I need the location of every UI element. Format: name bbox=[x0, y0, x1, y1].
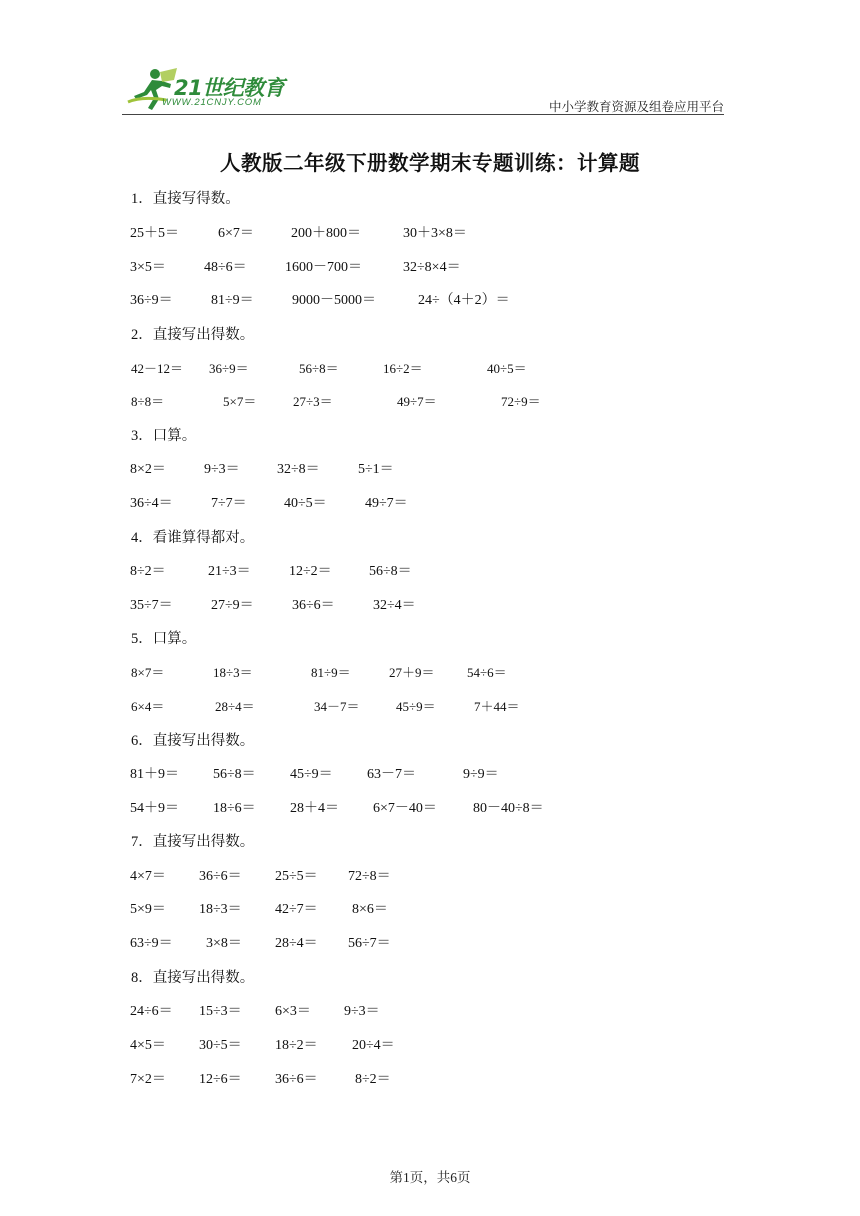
problem: 5÷1＝ bbox=[358, 462, 394, 477]
problem: 20÷4＝ bbox=[352, 1038, 395, 1053]
problem: 36÷9＝ bbox=[209, 361, 249, 376]
problem: 9000－5000＝ bbox=[292, 293, 376, 308]
problem: 21÷3＝ bbox=[208, 564, 251, 579]
problem-row bbox=[0, 560, 860, 580]
question-label: 6．直接写出得数。 bbox=[131, 733, 255, 749]
problem: 45÷9＝ bbox=[396, 699, 436, 714]
problem: 6×7＝ bbox=[218, 226, 254, 241]
problem: 56÷8＝ bbox=[213, 767, 256, 782]
problem: 36÷4＝ bbox=[130, 496, 173, 511]
problem: 27＋9＝ bbox=[389, 665, 435, 680]
problem-row bbox=[0, 898, 860, 918]
problem: 81＋9＝ bbox=[130, 767, 179, 782]
problem: 81÷9＝ bbox=[211, 293, 254, 308]
problem: 4×5＝ bbox=[130, 1038, 166, 1053]
problem: 12÷2＝ bbox=[289, 564, 332, 579]
problem-row bbox=[0, 458, 860, 478]
problem: 54＋9＝ bbox=[130, 801, 179, 816]
question-label: 5．口算。 bbox=[131, 631, 197, 647]
problem-row bbox=[0, 222, 860, 242]
problem: 35÷7＝ bbox=[130, 598, 173, 613]
problem: 7＋44＝ bbox=[474, 699, 520, 714]
question-label: 2．直接写出得数。 bbox=[131, 327, 255, 343]
problem: 32÷4＝ bbox=[373, 598, 416, 613]
problem: 30＋3×8＝ bbox=[403, 226, 467, 241]
problem: 25÷5＝ bbox=[275, 869, 318, 884]
problem-row bbox=[0, 358, 860, 378]
problem: 56÷8＝ bbox=[369, 564, 412, 579]
question-label: 3．口算。 bbox=[131, 428, 197, 444]
problem-row bbox=[0, 763, 860, 783]
problem: 8×6＝ bbox=[352, 902, 388, 917]
problem: 7÷7＝ bbox=[211, 496, 247, 511]
problem: 18÷3＝ bbox=[213, 665, 253, 680]
problem: 32÷8×4＝ bbox=[403, 260, 461, 275]
problem: 28÷4＝ bbox=[275, 936, 318, 951]
problem-row bbox=[0, 662, 860, 682]
problem: 28＋4＝ bbox=[290, 801, 339, 816]
logo-text: 21世纪教育 bbox=[174, 76, 285, 100]
problem: 45÷9＝ bbox=[290, 767, 333, 782]
problem-row bbox=[0, 594, 860, 614]
problem-row bbox=[0, 696, 860, 716]
problem: 36÷6＝ bbox=[199, 869, 242, 884]
problem: 80－40÷8＝ bbox=[473, 801, 544, 816]
problem: 5×7＝ bbox=[223, 394, 257, 409]
problem-row bbox=[0, 1034, 860, 1054]
problem: 72÷8＝ bbox=[348, 869, 391, 884]
problem: 4×7＝ bbox=[130, 869, 166, 884]
problem-row bbox=[0, 1000, 860, 1020]
problem: 6×4＝ bbox=[131, 699, 165, 714]
problem: 18÷2＝ bbox=[275, 1038, 318, 1053]
problem-row bbox=[0, 289, 860, 309]
problem: 8÷2＝ bbox=[355, 1072, 391, 1087]
problem: 56÷8＝ bbox=[299, 361, 339, 376]
problem: 5×9＝ bbox=[130, 902, 166, 917]
problem: 15÷3＝ bbox=[199, 1004, 242, 1019]
problem: 63－7＝ bbox=[367, 767, 416, 782]
problem-row bbox=[0, 391, 860, 411]
page-number: 第1页，共6页 bbox=[389, 1170, 471, 1185]
problem-row bbox=[0, 797, 860, 817]
problem: 36÷9＝ bbox=[130, 293, 173, 308]
problem: 18÷6＝ bbox=[213, 801, 256, 816]
problem: 49÷7＝ bbox=[397, 394, 437, 409]
problem: 32÷8＝ bbox=[277, 462, 320, 477]
question-label: 4．看谁算得都对。 bbox=[131, 530, 255, 546]
problem: 6×3＝ bbox=[275, 1004, 311, 1019]
problem: 27÷9＝ bbox=[211, 598, 254, 613]
problem-row bbox=[0, 865, 860, 885]
logo bbox=[122, 66, 292, 112]
problem: 36÷6＝ bbox=[275, 1072, 318, 1087]
header-divider bbox=[122, 114, 724, 115]
problem: 9÷9＝ bbox=[463, 767, 499, 782]
problem: 8×2＝ bbox=[130, 462, 166, 477]
problem: 18÷3＝ bbox=[199, 902, 242, 917]
problem: 16÷2＝ bbox=[383, 361, 423, 376]
problem-row bbox=[0, 932, 860, 952]
problem: 3×5＝ bbox=[130, 260, 166, 275]
problem: 42－12＝ bbox=[131, 361, 184, 376]
problem: 40÷5＝ bbox=[284, 496, 327, 511]
problem: 27÷3＝ bbox=[293, 394, 333, 409]
problem: 200＋800＝ bbox=[291, 226, 361, 241]
problem: 42÷7＝ bbox=[275, 902, 318, 917]
problem-row bbox=[0, 256, 860, 276]
problem: 3×8＝ bbox=[206, 936, 242, 951]
problem: 12÷6＝ bbox=[199, 1072, 242, 1087]
page-title: 人教版二年级下册数学期末专题训练：计算题 bbox=[220, 153, 640, 175]
problem: 81÷9＝ bbox=[311, 665, 351, 680]
problem: 7×2＝ bbox=[130, 1072, 166, 1087]
problem: 6×7－40＝ bbox=[373, 801, 437, 816]
problem: 8×7＝ bbox=[131, 665, 165, 680]
problem: 63÷9＝ bbox=[130, 936, 173, 951]
problem: 54÷6＝ bbox=[467, 665, 507, 680]
problem: 8÷2＝ bbox=[130, 564, 166, 579]
problem: 8÷8＝ bbox=[131, 394, 165, 409]
problem: 24÷（4＋2）＝ bbox=[418, 293, 510, 308]
problem: 72÷9＝ bbox=[501, 394, 541, 409]
problem: 24÷6＝ bbox=[130, 1004, 173, 1019]
question-label: 8．直接写出得数。 bbox=[131, 970, 255, 986]
header-tagline: 中小学教育资源及组卷应用平台 bbox=[548, 100, 724, 114]
problem: 30÷5＝ bbox=[199, 1038, 242, 1053]
problem: 36÷6＝ bbox=[292, 598, 335, 613]
logo-url: WWW.21CNJY.COM bbox=[162, 97, 262, 108]
problem: 28÷4＝ bbox=[215, 699, 255, 714]
problem-row bbox=[0, 492, 860, 512]
problem: 25＋5＝ bbox=[130, 226, 179, 241]
page-header bbox=[122, 66, 724, 114]
question-label: 7．直接写出得数。 bbox=[131, 834, 255, 850]
problem: 34－7＝ bbox=[314, 699, 360, 714]
problem: 40÷5＝ bbox=[487, 361, 527, 376]
problem-row bbox=[0, 1068, 860, 1088]
problem: 48÷6＝ bbox=[204, 260, 247, 275]
problem: 56÷7＝ bbox=[348, 936, 391, 951]
problem: 49÷7＝ bbox=[365, 496, 408, 511]
problem: 1600－700＝ bbox=[285, 260, 362, 275]
question-label: 1．直接写得数。 bbox=[131, 191, 240, 207]
problem: 9÷3＝ bbox=[204, 462, 240, 477]
problem: 9÷3＝ bbox=[344, 1004, 380, 1019]
